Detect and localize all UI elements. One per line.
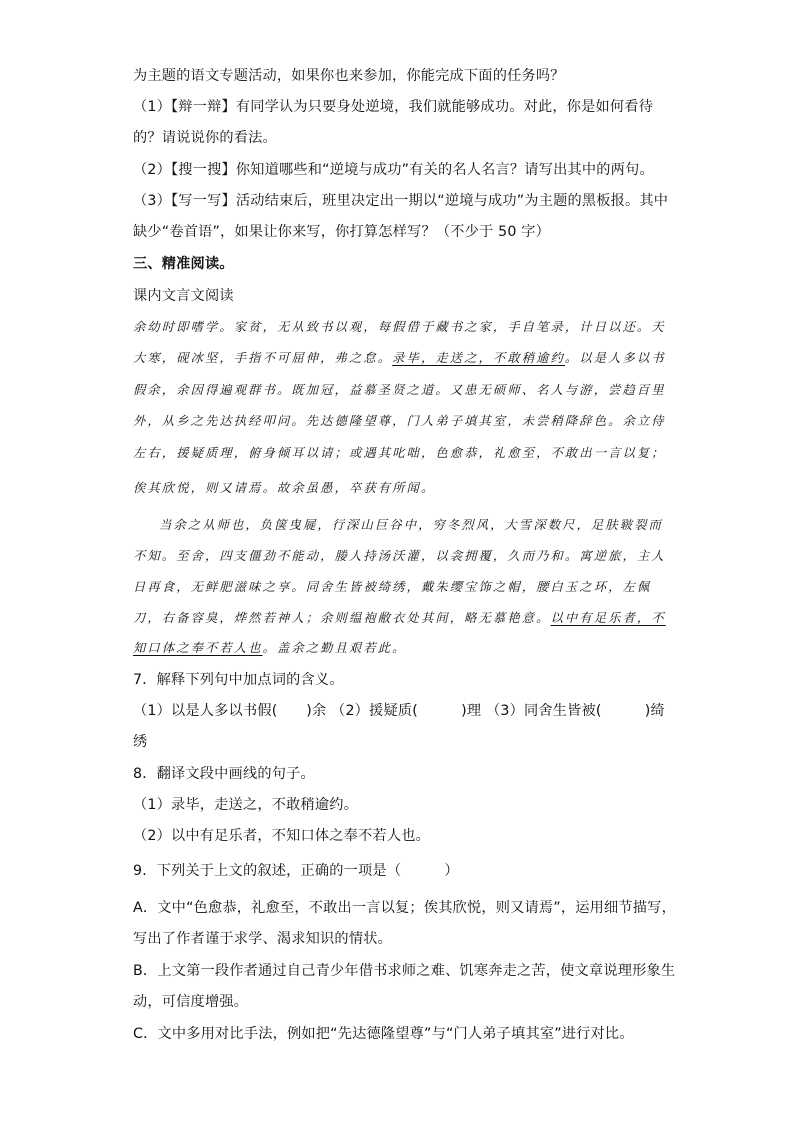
- passage-line: 外，从乡之先达执经叩问。先达德隆望尊，门人弟子填其室，未尝稍降辞色。余立侍: [133, 414, 666, 428]
- passage-line: 余幼时即嗜学。家贫，无从致书以观，每假借于藏书之家，手自笔录，计日以还。天: [133, 320, 666, 334]
- passage-line: [133, 608, 666, 628]
- passage-line: 俟其欣悦，则又请焉。故余虽愚，卒获有所闻。: [133, 481, 436, 495]
- underlined-sentence-1: 录毕，走送之，不敢稍逾约: [392, 351, 565, 365]
- task-1-line-1: （1）【辩一辩】有同学认为只要身处逆境，我们就能够成功。对此，你是如何看待: [133, 99, 654, 115]
- underlined-sentence-2: 以中有足乐者，不: [550, 611, 666, 625]
- task-3-line-2: 缺少“卷首语”，如果让你来写，你打算怎样写？（不少于 50 字）: [133, 224, 551, 240]
- question-8-item-2: （2）以中有足乐者，不知口体之奉不若人也。: [133, 828, 430, 844]
- option-b-line-1: B．上文第一段作者通过自己青少年借书求师之难、饥寒奔走之苦，使文章说理形象生: [133, 963, 676, 979]
- intro-line: 为主题的语文专题活动，如果你也来参加，你能完成下面的任务吗？: [133, 68, 565, 84]
- option-c: C．文中多用对比手法，例如把“先达德隆望尊”与“门人弟子填其室”进行对比。: [133, 1026, 634, 1042]
- question-7-items: （1）以是人多以书假( )余 （2）援疑质( )理 （3）同舍生皆被( )绮: [133, 703, 665, 719]
- question-7-items-cont: 绣: [133, 734, 148, 750]
- underlined-sentence-2-cont: 知口体之奉不若人也: [133, 641, 263, 655]
- task-2: （2）【搜一搜】你知道哪些和“逆境与成功”有关的名人名言？请写出其中的两句。: [133, 162, 654, 178]
- question-8: 8．翻译文段中画线的句子。: [133, 766, 315, 782]
- passage-line: 当余之从师也，负箧曳屣，行深山巨谷中，穷冬烈风，大雪深数尺，足肤皲裂而: [159, 518, 663, 532]
- question-8-item-1: （1）录毕，走送之，不敢稍逾约。: [133, 797, 359, 813]
- question-7: 7．解释下列句中加点词的含义。: [133, 672, 344, 688]
- option-a-line-2: 写出了作者谨于求学、渴求知识的情状。: [133, 931, 392, 947]
- task-3-line-1: （3）【写一写】活动结束后，班里决定出一期以“逆境与成功”为主题的黑板报。其中: [133, 193, 669, 209]
- task-1-line-2: 的？请说说你的看法。: [133, 130, 277, 146]
- section-subheading: 课内文言文阅读: [133, 288, 234, 304]
- passage-line: 日再食，无鲜肥滋味之享。同舍生皆被绮绣，戴朱缨宝饰之帽，腰白玉之环，左佩: [133, 580, 652, 594]
- passage-text: 。以是人多以书: [564, 351, 666, 365]
- passage-line: 假余，余因得遍观群书。既加冠，益慕圣贤之道。又患无硕师、名人与游，尝趋百里: [133, 383, 666, 397]
- question-9: 9．下列关于上文的叙述，正确的一项是（ ）: [133, 863, 459, 879]
- passage-line: 不知。至舍，四支僵劲不能动，媵人持汤沃灌，以衾拥覆，久而乃和。寓逆旅，主人: [133, 549, 666, 563]
- passage-line: [133, 638, 407, 658]
- passage-line: 左右，援疑质理，俯身倾耳以请；或遇其叱咄，色愈恭，礼愈至，不敢出一言以复；: [133, 446, 666, 460]
- passage-text: 刀，右备容臭，烨然若神人；余则缊袍敝衣处其间，略无慕艳意。: [133, 611, 551, 625]
- section-heading: 三、精准阅读。: [133, 256, 234, 272]
- passage-line: [133, 348, 666, 368]
- option-a-line-1: A．文中“色愈恭，礼愈至，不敢出一言以复；俟其欣悦，则又请焉”，运用细节描写，: [133, 900, 676, 916]
- passage-text: 。盖余之勤且艰若此。: [262, 641, 407, 655]
- option-b-line-2: 动，可信度增强。: [133, 994, 249, 1010]
- passage-text: 大寒，砚冰坚，手指不可屈伸，弗之怠。: [133, 351, 393, 365]
